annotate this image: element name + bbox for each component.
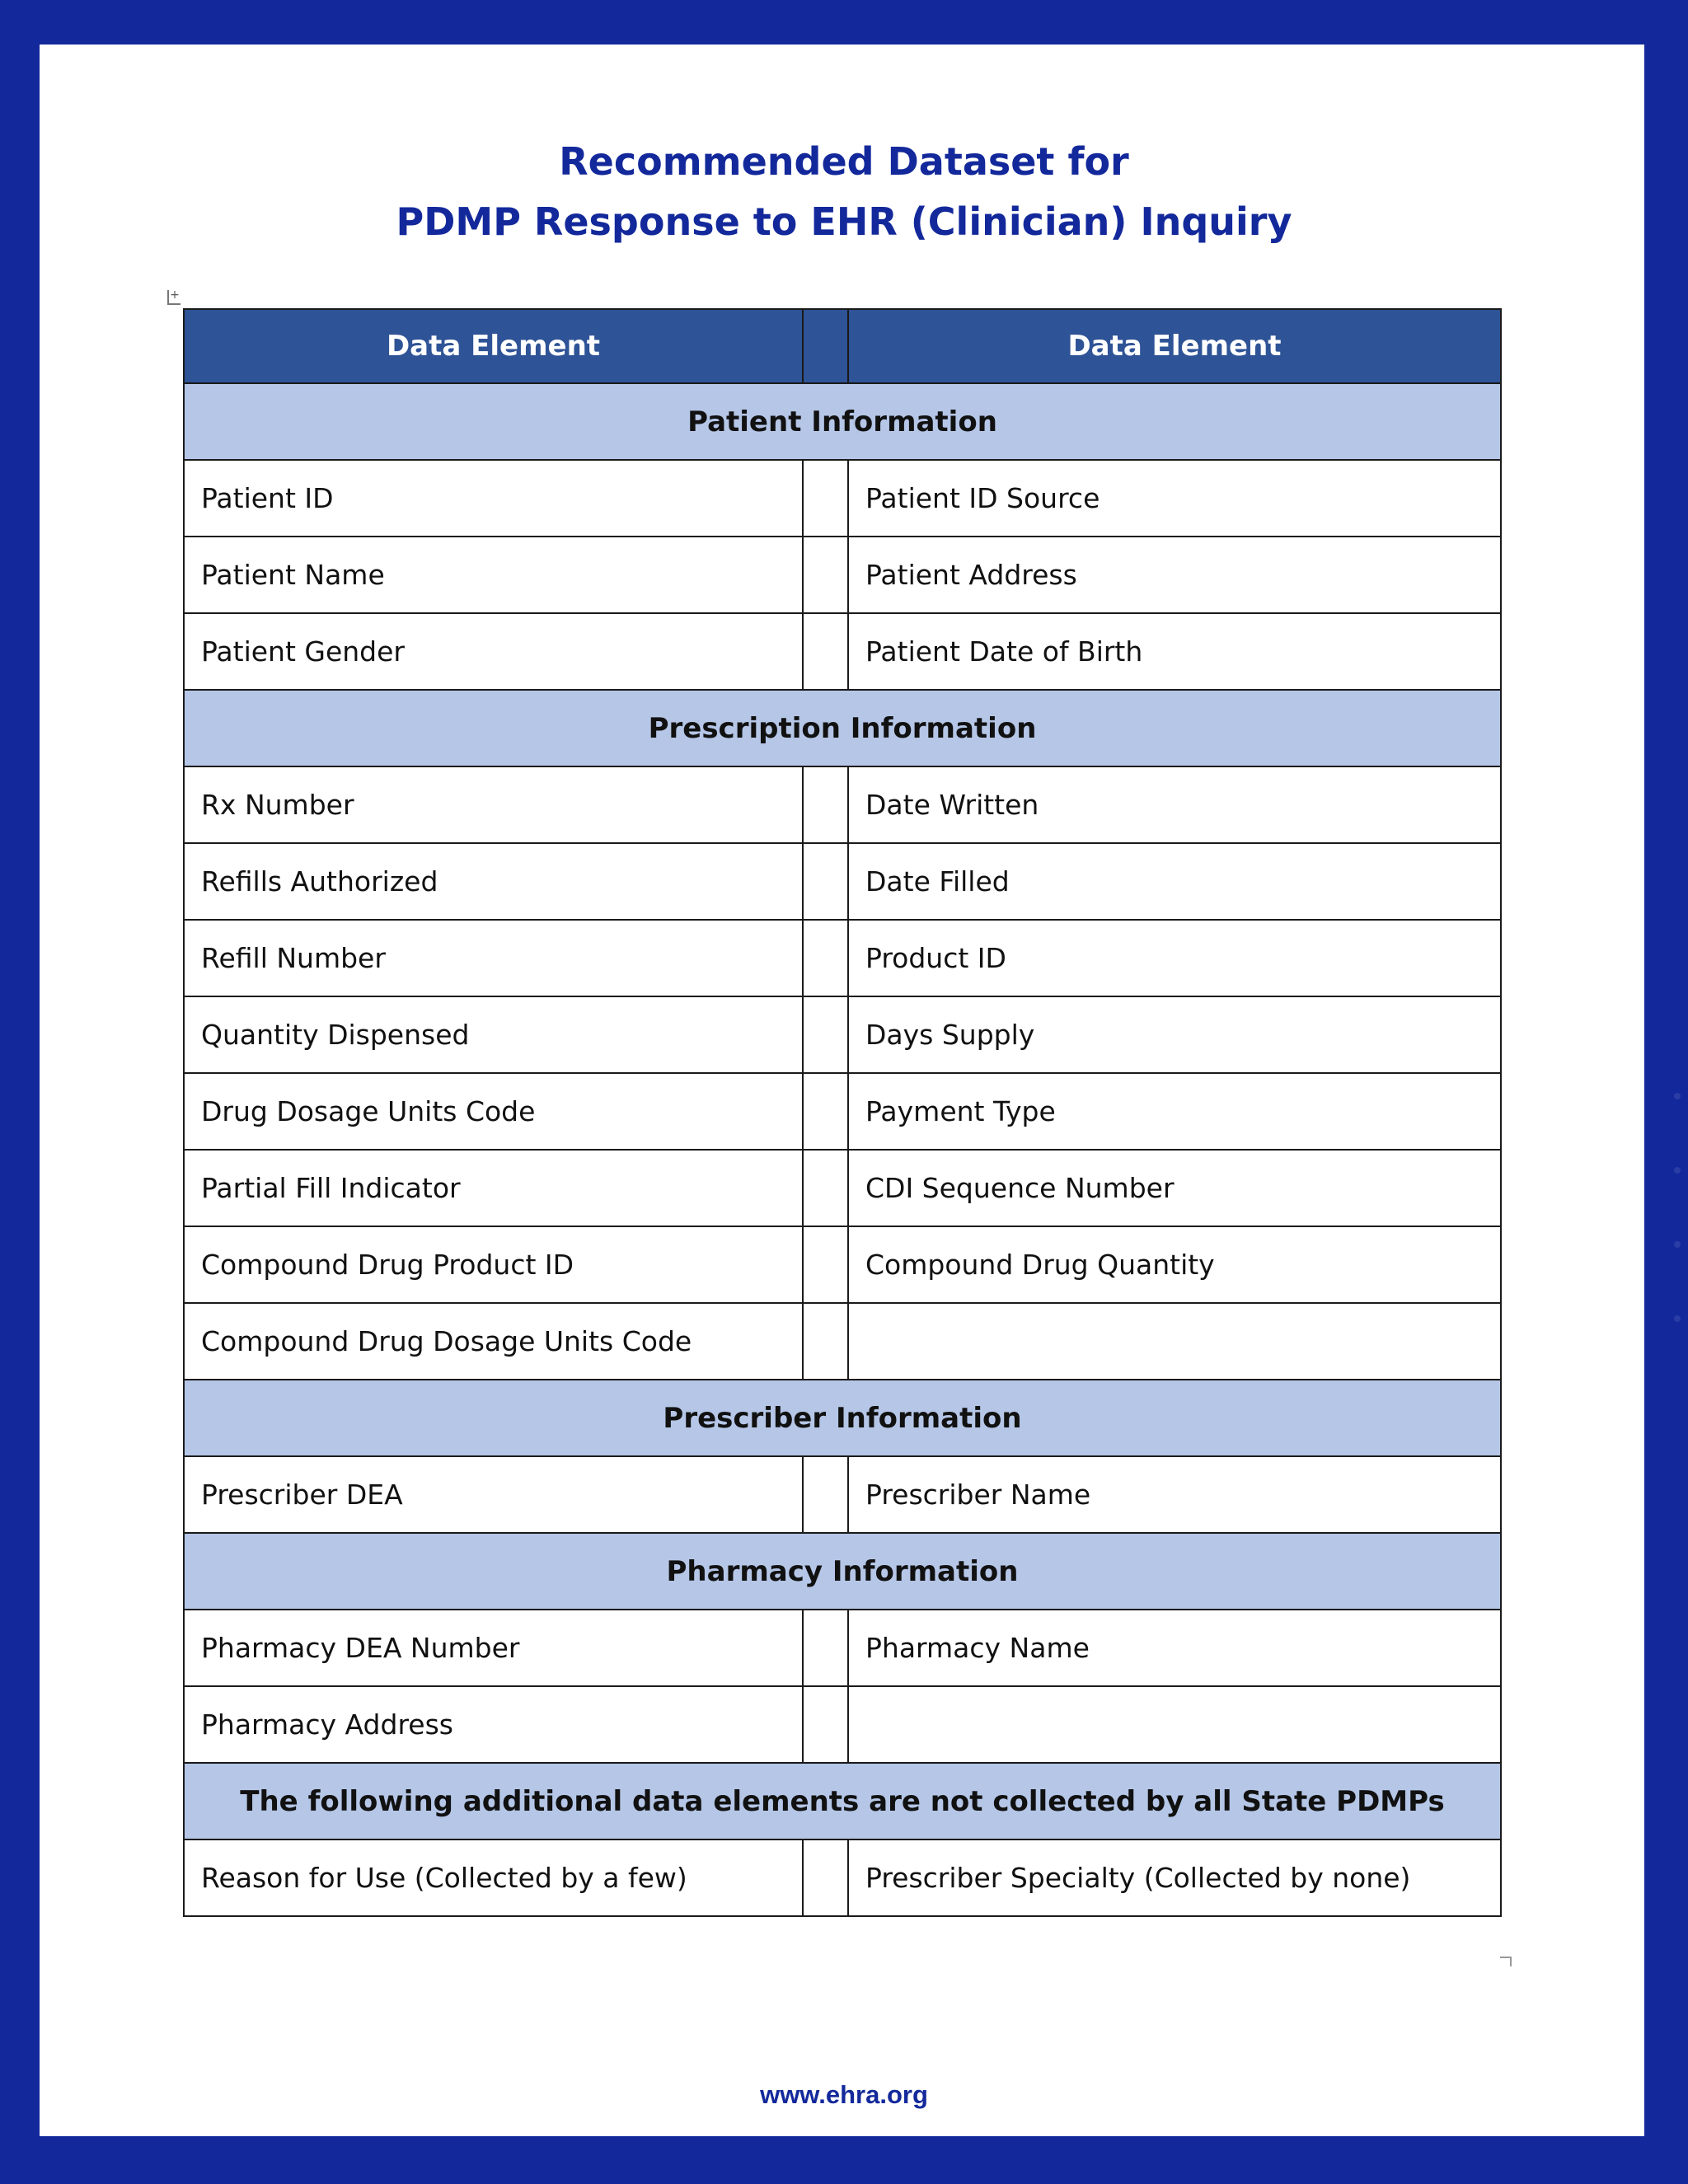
spacer-cell [803, 843, 848, 920]
spacer-cell [803, 1840, 848, 1916]
data-element-cell-right: Product ID [848, 920, 1501, 996]
data-element-cell-left: Rx Number [184, 766, 803, 843]
data-element-cell-right: Pharmacy Name [848, 1610, 1501, 1686]
data-element-cell-left: Patient ID [184, 460, 803, 537]
data-element-cell-left: Drug Dosage Units Code [184, 1073, 803, 1150]
data-element-cell-right [848, 1686, 1501, 1763]
table-row [184, 613, 1501, 690]
dataset-table [183, 308, 1502, 1917]
table-row [184, 1610, 1501, 1686]
spacer-cell [803, 1150, 848, 1226]
spacer-cell [803, 460, 848, 537]
table-row [184, 1226, 1501, 1303]
table-row [184, 1073, 1501, 1150]
table-row [184, 1686, 1501, 1763]
section-header-row [184, 1533, 1501, 1610]
margin-dot-icon [1674, 1315, 1681, 1322]
spacer-cell [803, 1226, 848, 1303]
margin-dot-icon [1674, 1241, 1681, 1248]
spacer-cell [803, 996, 848, 1073]
data-element-cell-left: Reason for Use (Collected by a few) [184, 1840, 803, 1916]
section-title: Prescriber Information [184, 1380, 1501, 1456]
spacer-cell [803, 766, 848, 843]
table-row [184, 843, 1501, 920]
title-line-1: Recommended Dataset for [559, 139, 1129, 184]
spacer-cell [803, 1610, 848, 1686]
table-row [184, 537, 1501, 613]
data-element-cell-right: Patient Address [848, 537, 1501, 613]
data-element-cell-right: Date Written [848, 766, 1501, 843]
table-move-handle-icon[interactable]: + [167, 290, 181, 305]
table-row [184, 1150, 1501, 1226]
margin-dot-icon [1674, 1093, 1681, 1099]
table-row [184, 460, 1501, 537]
data-element-cell-left: Pharmacy DEA Number [184, 1610, 803, 1686]
data-element-cell-right: Payment Type [848, 1073, 1501, 1150]
data-element-cell-left: Refill Number [184, 920, 803, 996]
table-row [184, 996, 1501, 1073]
footer-url[interactable]: www.ehra.org [760, 2080, 928, 2109]
table-body [184, 383, 1501, 1916]
section-header-row [184, 1763, 1501, 1840]
table-row [184, 920, 1501, 996]
data-element-cell-right: Compound Drug Quantity [848, 1226, 1501, 1303]
title-line-2: PDMP Response to EHR (Clinician) Inquiry [396, 199, 1292, 244]
data-element-cell-left: Patient Name [184, 537, 803, 613]
section-title: Patient Information [184, 383, 1501, 460]
table-resize-handle-icon[interactable] [1500, 1957, 1512, 1966]
data-element-cell-left: Quantity Dispensed [184, 996, 803, 1073]
data-element-cell-left: Compound Drug Dosage Units Code [184, 1303, 803, 1380]
spacer-cell [803, 613, 848, 690]
data-element-cell-left: Prescriber DEA [184, 1456, 803, 1533]
header-cell-right: Data Element [848, 309, 1501, 383]
data-element-cell-right [848, 1303, 1501, 1380]
margin-dot-icon [1674, 1167, 1681, 1174]
spacer-cell [803, 1073, 848, 1150]
table-row [184, 1303, 1501, 1380]
data-element-cell-right: Days Supply [848, 996, 1501, 1073]
table-row [184, 766, 1501, 843]
section-header-row [184, 1380, 1501, 1456]
document-title [0, 132, 1688, 252]
header-cell-left: Data Element [184, 309, 803, 383]
data-element-cell-right: Prescriber Specialty (Collected by none) [848, 1840, 1501, 1916]
spacer-cell [803, 537, 848, 613]
section-title: The following additional data elements are not collected by all State PDMPs [184, 1763, 1501, 1840]
data-element-cell-right: CDI Sequence Number [848, 1150, 1501, 1226]
data-element-cell-left: Compound Drug Product ID [184, 1226, 803, 1303]
data-element-cell-right: Date Filled [848, 843, 1501, 920]
table-header-row [184, 309, 1501, 383]
data-element-cell-left: Refills Authorized [184, 843, 803, 920]
spacer-cell [803, 1303, 848, 1380]
spacer-cell [803, 1456, 848, 1533]
data-element-cell-right: Patient ID Source [848, 460, 1501, 537]
data-element-cell-right: Patient Date of Birth [848, 613, 1501, 690]
data-element-cell-left: Pharmacy Address [184, 1686, 803, 1763]
table-row [184, 1840, 1501, 1916]
table-row [184, 1456, 1501, 1533]
spacer-cell [803, 1686, 848, 1763]
spacer-cell [803, 920, 848, 996]
header-cell-spacer [803, 309, 848, 383]
data-element-cell-left: Partial Fill Indicator [184, 1150, 803, 1226]
data-element-cell-left: Patient Gender [184, 613, 803, 690]
data-element-cell-right: Prescriber Name [848, 1456, 1501, 1533]
section-header-row [184, 690, 1501, 766]
section-title: Pharmacy Information [184, 1533, 1501, 1610]
section-header-row [184, 383, 1501, 460]
section-title: Prescription Information [184, 690, 1501, 766]
